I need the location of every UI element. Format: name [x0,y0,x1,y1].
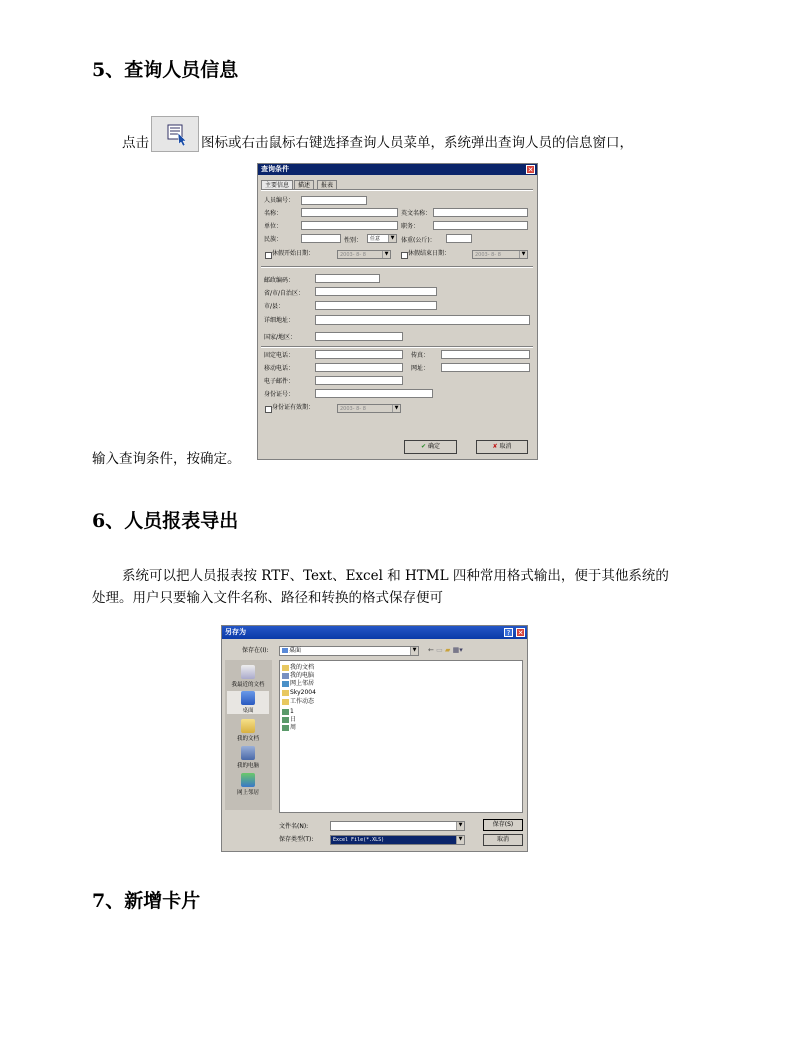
id-no-label: 身份证号： [264,391,295,398]
emp-no-label: 人员编号： [264,197,295,204]
address-input[interactable] [315,315,530,325]
tab-bar [261,180,351,189]
sidebar-item-my-computer[interactable]: 我的电脑 [227,746,269,769]
filetype-label: 保存类型(T): [279,836,314,843]
save-button[interactable]: 保存(S) [483,819,523,831]
section-heading-5: 5、查询人员信息 [92,59,239,81]
mobile-input[interactable] [315,363,403,372]
chevron-down-icon: ▼ [392,405,400,412]
unit-label: 单位： [264,223,283,230]
sidebar-item-my-documents[interactable]: 我的文档 [227,719,269,742]
vac-start-checkbox[interactable] [265,252,272,259]
save-as-title: 另存为 [222,626,527,639]
close-icon[interactable]: ✕ [517,629,524,637]
network-icon [282,681,289,687]
postcode-input[interactable] [315,274,380,283]
unit-input[interactable] [301,221,398,230]
list-item[interactable]: 我的文档 [282,664,314,671]
chevron-down-icon: ▼ [456,822,464,830]
query-person-icon [151,116,199,152]
position-input[interactable] [433,221,528,230]
s6-para-line1: 系统可以把人员报表按 RTF、Text、Excel 和 HTML 四种常用格式输出，便于其他系统的 [122,568,669,584]
province-input[interactable] [315,287,437,296]
section-heading-6: 6、人员报表导出 [92,510,239,532]
email-label: 电子邮件： [264,378,295,385]
save-as-dialog [221,625,528,852]
close-icon[interactable]: ✕ [527,166,534,174]
x-icon: ✘ [492,443,498,450]
weight-input[interactable] [446,234,472,243]
list-item[interactable]: 工作动态 [282,698,314,705]
cancel-button[interactable]: 取消 [483,834,523,846]
help-icon[interactable]: ? [504,628,513,637]
weight-label: 体重(公斤)： [401,237,436,244]
name-label: 名称： [264,210,283,217]
list-item[interactable]: Sky2004 [282,689,316,696]
vac-start-date[interactable]: 2003- 8- 8 ▼ [337,250,391,259]
vac-end-date[interactable]: 2003- 8- 8 ▼ [472,250,528,259]
computer-icon [241,746,255,760]
gender-label: 性别： [344,237,363,244]
s5-line1-pre: 点击 [122,135,149,151]
web-label: 网址： [411,365,430,372]
folder-icon [282,699,289,705]
section-heading-7: 7、新增卡片 [92,890,201,912]
list-item[interactable]: 1 [282,708,294,715]
save-in-label: 保存在(I): [242,647,269,654]
ethnic-label: 民族： [264,236,283,243]
chevron-down-icon: ▼ [519,251,527,258]
postcode-label: 邮政编码： [264,277,295,284]
gender-select[interactable]: 任意 ▼ [367,234,397,243]
sidebar-item-network[interactable]: 网上邻居 [227,773,269,796]
en-name-input[interactable] [433,208,528,217]
excel-file-icon [282,725,289,731]
name-input[interactable] [301,208,398,217]
file-list[interactable] [279,660,523,813]
tab-main-info[interactable]: 主要信息 [261,180,293,189]
emp-no-input[interactable] [301,196,367,205]
position-label: 职务： [401,223,420,230]
phone-label: 固定电话： [264,352,295,359]
s6-para-line2: 处理。用户只要输入文件名称、路径和转换的格式保存便可 [92,590,443,606]
fax-label: 传真： [411,352,430,359]
check-icon: ✔ [421,443,427,450]
desktop-icon [241,691,255,705]
fax-input[interactable] [441,350,530,359]
chevron-down-icon: ▼ [410,647,418,655]
chevron-down-icon: ▼ [388,235,396,242]
list-item[interactable]: 网上邻居 [282,680,314,687]
s5-line1-post: 图标或右击鼠标右键选择查询人员菜单，系统弹出查询人员的信息窗口， [201,135,633,151]
recent-docs-icon [241,665,255,679]
en-name-label: 英文名称： [401,210,432,217]
sidebar-item-desktop[interactable]: 桌面 [227,691,269,714]
mobile-label: 移动电话： [264,365,295,372]
chevron-down-icon: ▼ [382,251,390,258]
toolbar-icons[interactable]: ← ▭ ▰ ▦▾ [428,646,463,654]
ethnic-input[interactable] [301,234,341,243]
computer-icon [282,673,289,679]
city-label: 市/县： [264,303,285,310]
web-input[interactable] [441,363,530,372]
email-input[interactable] [315,376,403,385]
excel-file-icon [282,717,289,723]
s5-line2: 输入查询条件，按确定。 [92,451,241,467]
excel-file-icon [282,709,289,715]
folder-icon [241,719,255,733]
address-label: 详细地址： [264,317,295,324]
vac-start-label: 休假开始日期： [272,250,315,257]
id-valid-date[interactable]: 2003- 8- 8 ▼ [337,404,401,413]
id-no-input[interactable] [315,389,433,398]
places-bar [225,660,272,810]
country-label: 国家/地区： [264,334,297,341]
id-valid-label: 身份证有效期： [272,404,315,411]
filename-label: 文件名(N): [279,823,309,830]
list-item[interactable]: 周 [282,724,296,731]
id-valid-checkbox[interactable] [265,406,272,413]
phone-input[interactable] [315,350,403,359]
folder-icon [282,665,289,671]
query-dialog [257,163,538,460]
vac-end-checkbox[interactable] [401,252,408,259]
province-label: 省/市/自治区： [264,290,305,297]
sidebar-item-recent[interactable]: 我最近的文档 [227,665,269,688]
folder-icon [282,690,289,696]
list-item[interactable]: 日 [282,716,296,723]
country-input[interactable] [315,332,403,341]
chevron-down-icon: ▼ [456,836,464,844]
tab-report[interactable]: 报表 [317,180,337,189]
filename-input[interactable] [330,821,465,831]
vac-end-label: 休假结束日期： [408,250,451,257]
network-icon [241,773,255,787]
ok-button[interactable]: ✔ 确定 [404,440,457,454]
cancel-button[interactable]: ✘ 取消 [476,440,528,454]
city-input[interactable] [315,301,437,310]
list-item[interactable]: 我的电脑 [282,672,314,679]
tab-description[interactable]: 描述 [294,180,314,189]
desktop-icon [282,648,288,653]
filetype-select[interactable]: Excel File(*.XLS) ▼ [330,835,465,845]
query-dialog-title: 查询条件 [258,164,537,175]
save-in-select[interactable]: 桌面 ▼ [279,646,419,656]
